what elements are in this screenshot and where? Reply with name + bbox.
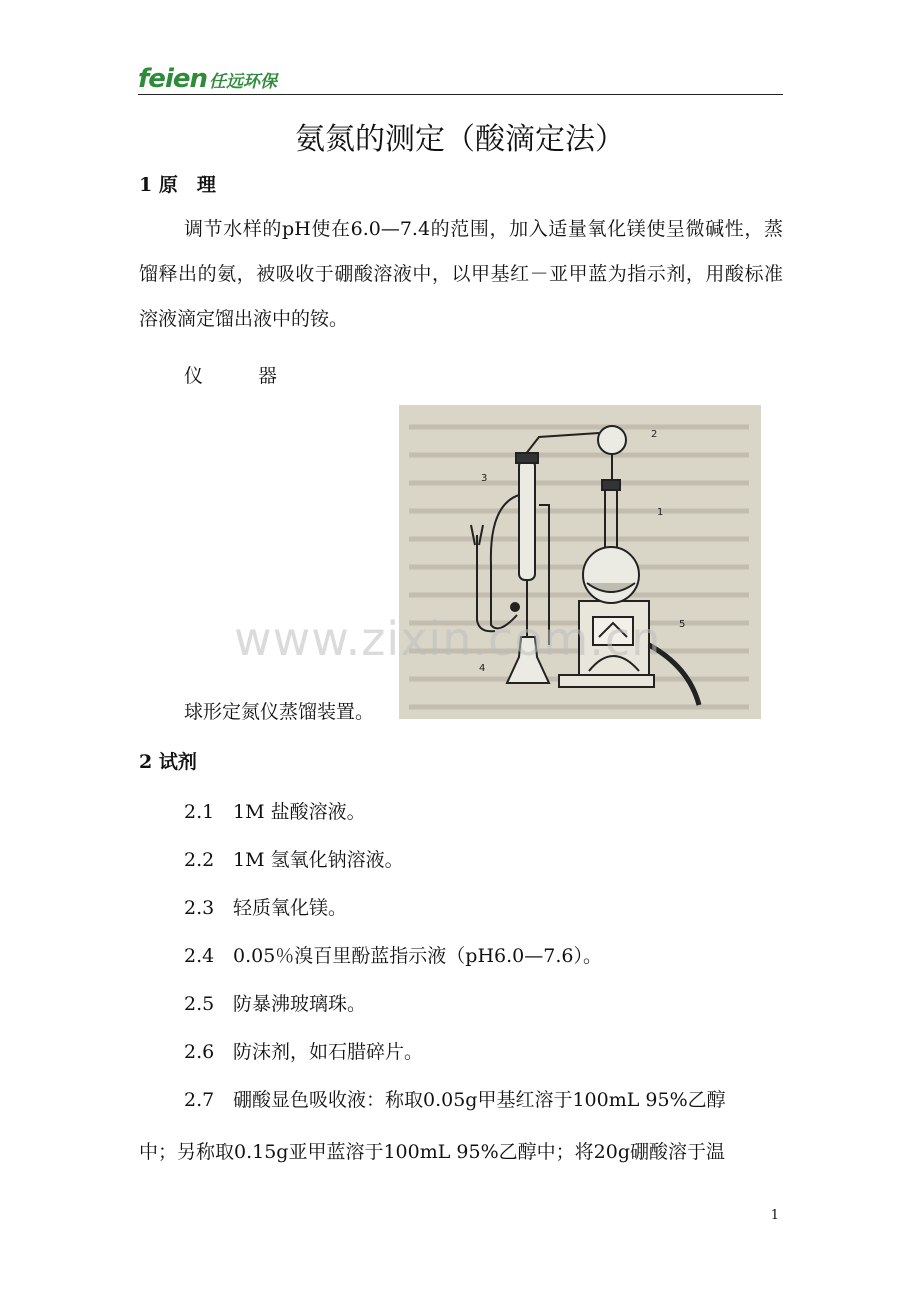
company-logo xyxy=(138,64,277,92)
reagent-continuation: 中；另称取0.15g亚甲蓝溶于100mL 95%乙醇中；将20g硼酸溶于温 xyxy=(139,1141,725,1163)
reagent-text: 轻质氧化镁。 xyxy=(233,897,348,919)
section1-heading: 1 原 理 xyxy=(139,174,216,196)
reagent-item xyxy=(184,989,366,1016)
logo-chinese-text: 任远环保 xyxy=(209,72,278,92)
reagent-text: 硼酸显色吸收液：称取0.05g甲基红溶于100mL 95%乙醇 xyxy=(233,1089,726,1111)
figure-label-4: 4 xyxy=(479,663,486,674)
reagent-item xyxy=(184,845,404,872)
logo-latin-text: feien xyxy=(138,64,208,94)
document-title: 氨氮的测定（酸滴定法） xyxy=(295,122,625,157)
figure-caption: 球形定氮仪蒸馏装置。 xyxy=(184,701,375,723)
figure-label-2: 2 xyxy=(651,429,658,440)
page-header xyxy=(138,64,783,95)
reagent-number: 2.2 xyxy=(184,849,215,871)
reagent-text: 防暴沸玻璃珠。 xyxy=(233,993,367,1015)
principle-paragraph: 调节水样的pH使在6.0—7.4的范围，加入适量氧化镁使呈微碱性，蒸馏释出的氨，被吸收于硼酸溶液中，以甲基红－亚甲蓝为指示剂，用酸标准溶液滴定馏出液中的铵。 xyxy=(139,218,783,330)
reagent-number: 2.4 xyxy=(184,945,215,967)
reagent-number: 2.6 xyxy=(184,1041,215,1063)
watermark: www.zixin.com.cn xyxy=(234,612,662,666)
reagent-number: 2.3 xyxy=(184,897,215,919)
reagent-item xyxy=(184,797,366,824)
reagent-item xyxy=(184,941,602,968)
reagent-item xyxy=(184,1085,726,1112)
reagent-text: 0.05％溴百里酚蓝指示液（pH6.0—7.6）。 xyxy=(233,945,602,967)
reagent-item xyxy=(184,893,347,920)
figure-label-5: 5 xyxy=(679,619,686,630)
reagent-number: 2.7 xyxy=(184,1089,215,1111)
reagent-text: 防沫剂，如石腊碎片。 xyxy=(233,1041,424,1063)
reagent-text: 1M 盐酸溶液。 xyxy=(233,801,366,823)
reagent-number: 2.1 xyxy=(184,801,215,823)
section2-heading: 2 试剂 xyxy=(139,751,197,773)
reagent-number: 2.5 xyxy=(184,993,215,1015)
apparatus-illustration xyxy=(399,405,761,719)
distillation-apparatus-figure xyxy=(399,405,761,719)
reagent-text: 1M 氢氧化钠溶液。 xyxy=(233,849,404,871)
page-number: 1 xyxy=(770,1208,779,1223)
figure-label-3: 3 xyxy=(481,473,488,484)
figure-label-1: 1 xyxy=(657,507,664,518)
instruments-label: 仪 器 xyxy=(184,365,296,387)
reagent-item xyxy=(184,1037,423,1064)
